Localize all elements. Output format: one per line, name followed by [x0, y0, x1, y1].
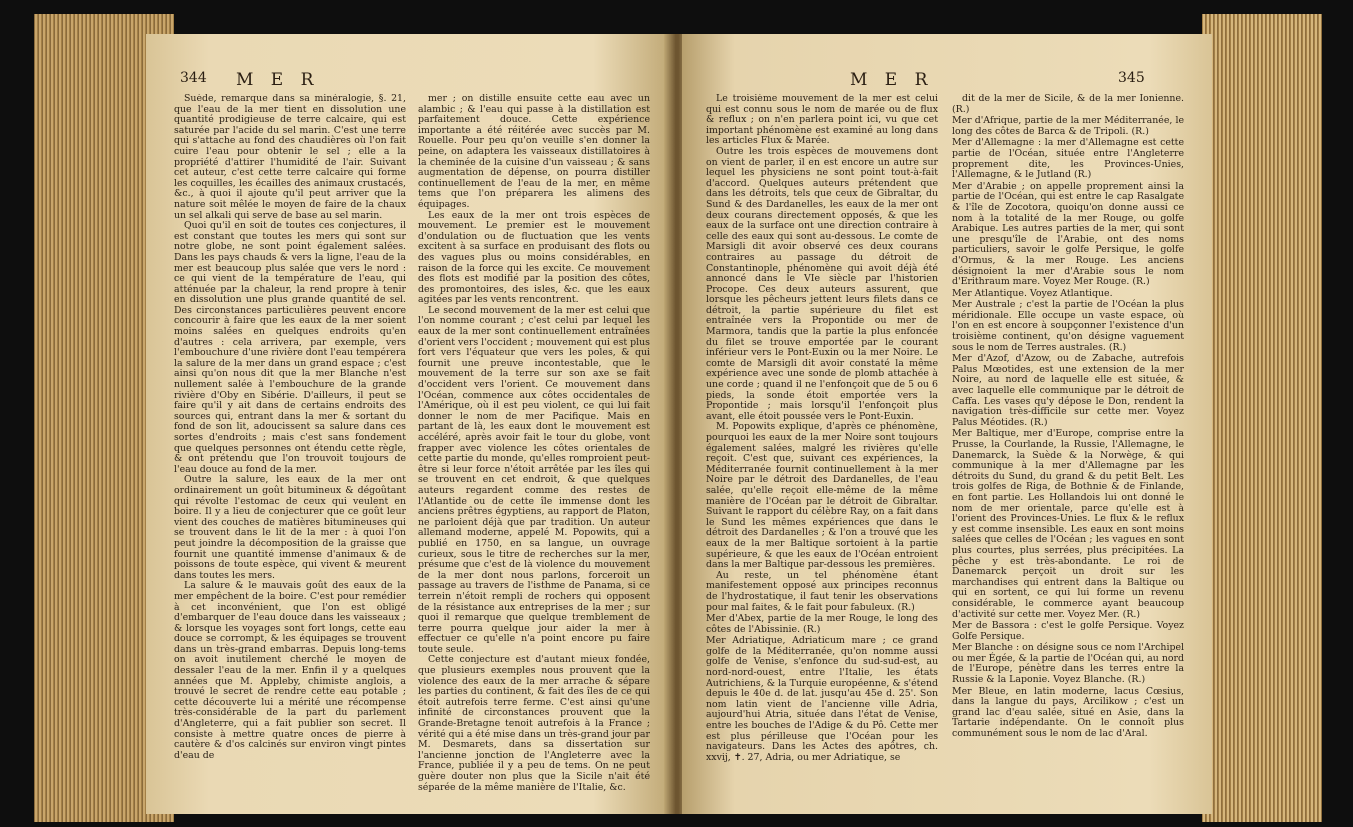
paragraph: Cette conjecture est d'autant mieux fondée, que plusieurs exemples nous prouvent que la violence des eaux de la mer arrache & sépare les parties du continent, & fait des îles de ce qui étoit autrefois terre ferme. C'est ainsi qu'une infinité de circonstances prouvent que la Grande-Bretagne tenoit autrefois à la France ; vérité qui a été mise dans un très-grand jour par M. Desmarets, dans sa dissertation sur l'ancienne jonction de l'Angleterre avec la France, publiée il y a peu de tems. On ne peut guère douter non plus que la Sicile n'ait été séparée de la même manière de l'Italie, &c. — [418, 654, 650, 793]
paragraph: Le troisième mouvement de la mer est celui qui est connu sous le nom de marée ou de flux & reflux ; on n'en parlera point ici, vu que cet important phénomène est examiné au long dans les articles Flux & Marée. — [706, 94, 938, 147]
paragraph: Quoi qu'il en soit de toutes ces conjectures, il est constant que toutes les mers qui sont sur notre globe, ne sont point également salées. Dans les pays chauds & vers la ligne, l'eau de la mer est beaucoup plus salée que vers le nord : ce qui vient de la température de l'eau, qui atténuée par la chaleur, la rend propre à tenir en dissolution une plus grande quantité de sel. Des circonstances particulières peuvent encore concourir à faire que les eaux de la mer soient moins salées en quelques endroits qu'en d'autres : cela arrivera, par exemple, vers l'embouchure d'une rivière dont l'eau tempérera la salure de la mer dans un grand espace ; c'est ainsi qu'on nous dit que la mer Blanche n'est nullement salée à l'embouchure de la grande rivière d'Oby en Sibérie. D'ailleurs, il peut se faire qu'il y ait dans de certains endroits des sources qui, entrant dans la mer & sortant du fond de son lit, adoucissent sa salure dans ces sortes d'endroits ; mais c'est sans fondement que quelques personnes ont étendu cette règle, & ont prétendu que l'on trouvoit toujours de l'eau douce au fond de la mer. — [174, 220, 406, 475]
left-page-number: 344 — [180, 70, 207, 86]
paragraph: Mer Adriatique, Adriaticum mare ; ce grand golfe de la Méditerranée, qu'on nomme aussi golfe de Venise, s'enfonce du sud-sud-est, au nord-nord-ouest, entre l'Italie, les états Autrichiens, & la Turquie européenne, & s'étend depuis le 40e d. de lat. jusqu'au 45e d. 25'. Son nom latin vient de l'ancienne ville Adria, aujourd'hui Atria, située dans l'état de Venise, entre les bouches de l'Adige & du Pô. Cette mer est plus périlleuse que l'Océan pour les navigateurs. Dans les Actes des apôtres, ch. xxvij, ✝. 27, Adria, ou mer Adriatique, se — [706, 635, 938, 763]
paragraph: Mer d'Azof, d'Azow, ou de Zabache, autrefois Palus Mœotides, est une extension de la mer Noire, au nord de laquelle elle est située, & avec laquelle elle communique par le détroit de Caffa. Les vases qu'y dépose le Don, rendent la navigation très-difficile sur cette mer. Voyez Palus Méotides. (R.) — [952, 353, 1184, 428]
right-column-1 — [706, 94, 938, 810]
paragraph: Mer Bleue, en latin moderne, lacus Cœsius, dans la langue du pays, Arcilikow ; c'est un grand lac d'eau salée, situé en Asie, dans la Tartarie indépendante. On le connoît plus communément sous le nom de lac d'Aral. — [952, 685, 1184, 740]
open-book — [34, 14, 1322, 822]
left-running-head — [180, 70, 436, 92]
paragraph: Mer de Bassora : c'est le golfe Persique. Voyez Golfe Persique. — [952, 620, 1184, 642]
paragraph: Les eaux de la mer ont trois espèces de mouvement. Le premier est le mouvement d'ondulation ou de fluctuation que les vents excitent à sa surface en produisant des flots ou des vagues plus ou moins considérables, en raison de la force qui les excite. Ce mouvement des flots est modifié par la position des côtes, des promontoires, des isles, &c. que les eaux agitées par les vents rencontrent. — [418, 209, 650, 306]
paragraph: Mer Blanche : on désigne sous ce nom l'Archipel ou mer Égée, & la partie de l'Océan qui, au nord de l'Europe, pénètre dans les terres entre la Russie & la Laponie. Voyez Blanche. (R.) — [952, 642, 1184, 686]
paragraph: Mer d'Allemagne : la mer d'Allemagne est cette partie de l'Océan, située entre l'Angleterre proprement dite, les Provinces-Unies, l'Allemagne, & le Jutland (R.) — [952, 137, 1184, 181]
paragraph: Au reste, un tel phénomène étant manifestement opposé aux principes reconnus de l'hydrostatique, il faut tenir les observations pour mal faites, & le fait pour fabuleux. (R.) — [706, 569, 938, 613]
paragraph: Mer Baltique, mer d'Europe, comprise entre la Prusse, la Courlande, la Russie, l'Allemagne, le Danemarck, la Suède & la Norwège, & qui communique à la mer d'Allemagne par les détroits du Sund, du grand & du petit Belt. Les trois golfes de Riga, de Bothnie & de Finlande, en font partie. Les Hollandois lui ont donné le nom de mer orientale, parce qu'elle est à l'orient des Provinces-Unies. Le flux & le reflux y est comme insensible. Les eaux en sont moins salées que celles de l'Océan ; les vagues en sont plus courtes, plus serrées, plus précipitées. La pêche y est très-abondante. Le roi de Danemarck perçoit un droit sur les marchandises qui entrent dans la Baltique ou qui en sortent, ce qui lui forme un revenu considérable, le commerce ayant beaucoup d'activité sur cette mer. Voyez Mer. (R.) — [952, 428, 1184, 620]
left-page — [146, 34, 672, 814]
right-page-number: 345 — [1118, 70, 1145, 86]
paragraph: dit de la mer de Sicile, & de la mer Ionienne. (R.) — [952, 94, 1184, 115]
right-page-edges — [1202, 14, 1322, 822]
paragraph: Outre la salure, les eaux de la mer ont ordinairement un goût bitumineux & dégoûtant qui révolte l'estomac de ceux qui veulent en boire. Il y a lieu de conjecturer que ce goût leur vient des couches de matières bitumineuses qui se trouvent dans le lit de la mer : à quoi l'on peut joindre la décomposition de la graisse que fournit une quantité immense d'animaux & de poissons de toute espèce, qui vivent & meurent dans toutes les mers. — [174, 474, 406, 581]
paragraph: Le second mouvement de la mer est celui que l'on nomme courant ; c'est celui par lequel les eaux de la mer sont continuellement entraînées d'orient vers l'occident ; mouvement qui est plus fort vers l'équateur que vers les poles, & qui fournit une preuve incontestable, que le mouvement de la terre sur son axe se fait d'occident vers l'orient. Ce mouvement dans l'Océan, commence aux côtes occidentales de l'Amérique, où il est peu violent, ce qui lui fait donner le nom de mer Pacifique. Mais en partant de là, les eaux dont le mouvement est accéléré, après avoir fait le tour du globe, vont frapper avec violence les côtes orientales de cette partie du monde, qu'elles romproient peut-être si leur force n'étoit arrêtée par les îles qui se trouvent en cet endroit, & que quelques auteurs regardent comme des restes de l'Atlantide ou de cette île immense dont les anciens prêtres égyptiens, au rapport de Platon, ne parloient déjà que par tradition. Un auteur allemand moderne, appelé M. Popowits, qui a publié en 1750, en sa langue, un ouvrage curieux, sous le titre de recherches sur la mer, présume que c'est de là violence du mouvement de la mer dont nous parlons, forceroit un passage au travers de l'isthme de Panama, si ce terrein n'étoit rempli de rochers qui opposent de la résistance aux entreprises de la mer ; sur quoi il remarque que quelque tremblement de terre pourra quelque jour aider la mer à effectuer ce qu'elle n'a point encore pu faire toute seule. — [418, 304, 650, 655]
paragraph: Mer Australe ; c'est la partie de l'Océan la plus méridionale. Elle occupe un vaste espace, où l'on en est encore à soupçonner l'existence d'un troisième continent, qu'on désigne vaguement sous le nom de Terres australes. (R.) — [952, 299, 1184, 353]
paragraph: Outre les trois espèces de mouvemens dont on vient de parler, il en est encore un autre sur lequel les physiciens ne sont point tout-à-fait d'accord. Quelques auteurs prétendent que dans les détroits, tels que ceux de Gibraltar, du Sund & des Dardanelles, les eaux de la mer ont deux courans directement opposés, & que les eaux de la surface ont une direction contraire à celle des eaux qui sont au-dessous. Le comte de Marsigli dit avoir observé ces deux courans contraires au passage du détroit de Constantinople, phénomène qui avoit déjà été annoncé dans le VIe siècle par l'historien Procope. Ces deux auteurs assurent, que lorsque les pêcheurs jettent leurs filets dans ce détroit, la partie supérieure du filet est entraînée vers la Propontide ou mer de Marmora, tandis que la partie la plus enfoncée du filet se trouve emportée par le courant inférieur vers le Pont-Euxin ou la mer Noire. Le comte de Marsigli dit avoir constaté la même expérience avec une sonde de plomb attachée à une corde ; quand il ne l'enfonçoit que de 5 ou 6 pieds, la sonde étoit emportée vers la Propontide ; mais lorsqu'il l'enfonçoit plus avant, elle étoit poussée vers le Pont-Euxin. — [706, 145, 938, 422]
paragraph: M. Popowits explique, d'après ce phénomène, pourquoi les eaux de la mer Noire sont toujours également salées, malgré les rivières qu'elle reçoit. C'est que, suivant ces expériences, la Méditerranée fournit continuellement à la mer Noire par le détroit des Dardanelles, de l'eau salée, qu'elle reçoit elle-même de la même manière de l'Océan par le détroit de Gibraltar. Suivant le rapport du célèbre Ray, on a fait dans le Sund les mêmes expériences que dans le détroit des Dardanelles ; & l'on a trouvé que les eaux de la mer Baltique sortoient à la partie supérieure, & que les eaux de l'Océan entroient dans la mer Baltique par-dessous les premières. — [706, 421, 938, 571]
paragraph: Mer d'Afrique, partie de la mer Méditerranée, le long des côtes de Barca & de Tripoli. (R.) — [952, 115, 1184, 137]
paragraph: mer ; on distille ensuite cette eau avec un alambic ; & l'eau qui passe à la distillation est parfaitement douce. Cette expérience importante a été réitérée avec succès par M. Rouelle. Pour peu qu'on veuille s'en donner la peine, on adaptera les vaisseaux distillatoires à la cheminée de la cuisine d'un vaisseau ; & sans augmentation de dépense, on pourra distiller continuellement de l'eau de la mer, en même tems que l'on préparera les alimens des équipages. — [418, 94, 650, 210]
right-page — [682, 34, 1212, 814]
left-head-title: M E R — [236, 70, 320, 90]
left-column-1 — [174, 94, 406, 810]
right-column-2 — [952, 94, 1184, 810]
paragraph: Mer d'Abex, partie de la mer Rouge, le long des côtes de l'Abissinie. (R.) — [706, 613, 938, 635]
right-running-head — [850, 70, 1150, 92]
paragraph: Mer Atlantique. Voyez Atlantique. — [952, 287, 1113, 299]
right-head-title: M E R — [850, 70, 934, 90]
paragraph: Mer d'Arabie ; on appelle proprement ainsi la partie de l'Océan, qui est entre le cap Rasalgate & l'île de Zocotora, quoiqu'on donne aussi ce nom à la totalité de la mer Rouge, ou golfe Arabique. Les autres parties de la mer, qui sont une presqu'île de l'Arabie, ont des noms particuliers, savoir le golfe Persique, le golfe d'Ormus, & la mer Rouge. Les anciens désignoient la mer d'Arabie sous le nom d'Erithraum mare. Voyez Mer Rouge. (R.) — [952, 180, 1184, 288]
paragraph: La salure & le mauvais goût des eaux de la mer empêchent de la boire. C'est pour remédier à cet inconvénient, que l'on est obligé d'embarquer de l'eau douce dans les vaisseaux ; & lorsque les voyages sont fort longs, cette eau douce se corrompt, & les équipages se trouvent dans un très-grand embarras. Depuis long-tems on avoit inutilement cherché le moyen de dessaler l'eau de la mer. Enfin il y a quelques années que M. Appleby, chimiste anglois, a trouvé le secret de rendre cette eau potable ; cette découverte lui a mérité une récompense très-considérable de la part du parlement d'Angleterre, qui a fait publier son secret. Il consiste à mettre quatre onces de pierre à cautère & d'os calcinés sur environ vingt pintes d'eau de — [174, 580, 406, 761]
left-column-2 — [418, 94, 650, 810]
paragraph: Suède, remarque dans sa minéralogie, §. 21, que l'eau de la mer tient en dissolution une quantité prodigieuse de terre calcaire, qui est saturée par l'acide du sel marin. C'est une terre qui s'attache au fond des chaudières où l'on fait cuire l'eau pour obtenir le sel ; elle a la propriété d'attirer l'humidité de l'air. Suivant cet auteur, c'est cette terre calcaire qui forme les coquilles, les écailles des animaux crustacés, &c., à quoi il ajoute qu'il peut arriver que la nature soit mêlée le moyen de faire de la chaux un sel alkali qui serve de base au sel marin. — [174, 94, 406, 221]
